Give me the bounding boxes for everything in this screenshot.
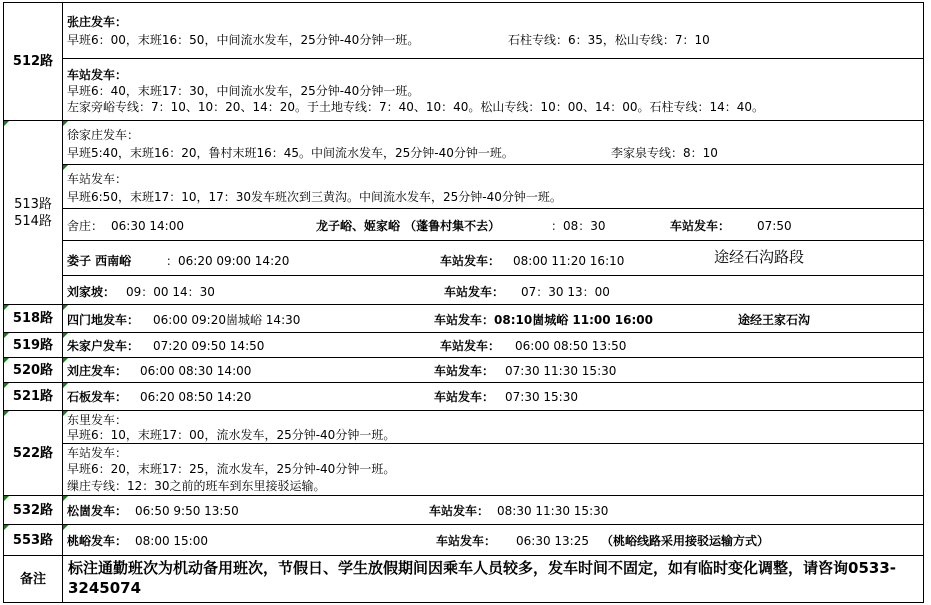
station-label: 车站发车： — [436, 534, 497, 548]
stop-label: 龙子峪、姬家峪 （蓬鲁村集不去） — [316, 219, 501, 233]
schedule-text: 早班6：20，末班17：25，流水发车，25分钟-40分钟一班。 — [67, 462, 396, 476]
station-times: 06:30 13:25 — [516, 534, 589, 548]
block-title: 张庄发车： — [67, 15, 128, 29]
station-times: 08:00 11:20 16:10 — [513, 254, 625, 268]
block-title: 徐家庄发车： — [67, 128, 140, 142]
cell-marker — [63, 496, 68, 501]
route-513-514-label: 513路514路 — [3, 120, 63, 305]
station-label: 车站发车：08:10崮城峪 11:00 16:00 — [434, 313, 653, 327]
remark-cell[interactable] — [62, 555, 924, 603]
route-521-label: 521路 — [3, 382, 63, 411]
stop-label: 石板发车： — [67, 390, 128, 404]
route-512-station-cell[interactable] — [62, 58, 924, 121]
route-553-label: 553路 — [3, 524, 63, 556]
station-times: 07:50 — [757, 219, 792, 233]
route-522-dongli-cell[interactable] — [62, 410, 924, 444]
schedule-text: 早班6：40，末班17：30，中间流水发车，25分钟-40分钟一班。 — [67, 84, 420, 98]
route-note: 途经石沟路段 — [714, 248, 805, 266]
station-times: 06:00 08:50 13:50 — [515, 339, 627, 353]
stop-label: 舍庄： — [67, 219, 104, 233]
block-title: 东里发车： — [67, 413, 128, 427]
route-521-row[interactable] — [62, 382, 924, 411]
station-label: 车站发车： — [670, 219, 731, 233]
block-title: 车站发车： — [67, 172, 128, 186]
special-line-text: 石柱专线：6：35，松山专线：7：10 — [508, 33, 710, 47]
stop-times: ：08：30 — [551, 219, 606, 233]
route-512-zhangzhuang-cell[interactable] — [62, 2, 924, 59]
stop-label: 刘庄发车： — [67, 364, 128, 378]
cell-marker — [63, 165, 68, 170]
schedule-text: 早班6：00，末班16：50，中间流水发车，25分钟-40分钟一班。 — [67, 33, 420, 47]
route-513-xujiazhuang-cell[interactable] — [62, 120, 924, 165]
stop-times: 06:00 08:30 14:00 — [140, 364, 252, 378]
route-512-label: 512路 — [3, 2, 63, 121]
stop-times: 06:00 09:20崮城峪 14:30 — [153, 313, 301, 327]
station-times: 07：30 13：00 — [521, 285, 610, 299]
cell-marker — [4, 358, 9, 363]
special-line-text: 李家泉专线：8：10 — [611, 146, 718, 160]
cell-marker — [4, 383, 9, 388]
cell-marker — [63, 383, 68, 388]
stop-label: 四门地发车： — [67, 313, 140, 327]
special-line-text: 左家旁峪专线：7：10、10：20、14：20。于土地专线：7：40、10：40。松山专线：10：00、14：00。石柱专线：14：40。 — [67, 100, 765, 114]
cell-marker — [63, 358, 68, 363]
route-513-station-cell[interactable] — [62, 164, 924, 209]
route-518-label: 518路 — [3, 304, 63, 333]
remark-text: 标注通勤班次为机动备用班次，节假日、学生放假期间因乘车人员较多，发车时间不固定，如有临时变化调整，请咨询0533-3245074 — [68, 559, 896, 597]
cell-marker — [63, 525, 68, 530]
cell-marker — [63, 333, 68, 338]
cell-marker — [63, 411, 68, 416]
cell-marker — [4, 496, 9, 501]
route-553-row[interactable] — [62, 524, 924, 556]
stop-times: 06:30 14:00 — [111, 219, 184, 233]
route-520-label: 520路 — [3, 357, 63, 383]
route-513-liujiapo-row[interactable] — [62, 275, 924, 305]
station-label: 车站发车： — [440, 339, 501, 353]
station-times: 07:30 15:30 — [505, 390, 578, 404]
stop-label: 娄子 西南峪 — [67, 254, 132, 268]
route-513-louzi-row[interactable] — [62, 240, 924, 276]
route-520-row[interactable] — [62, 357, 924, 383]
stop-times: 06:20 08:50 14:20 — [140, 390, 252, 404]
route-note: 途经王家石沟 — [738, 313, 811, 327]
stop-times: 09：00 14：30 — [126, 285, 215, 299]
route-518-row[interactable] — [62, 304, 924, 333]
block-title: 车站发车： — [67, 68, 128, 82]
station-times: 08:30 11:30 15:30 — [497, 504, 609, 518]
remark-label: 备注 — [3, 555, 63, 603]
station-label: 车站发车： — [429, 504, 490, 518]
cell-marker — [4, 305, 9, 310]
cell-marker — [4, 525, 9, 530]
stop-label: 刘家坡： — [67, 285, 116, 299]
stop-times: 07:20 09:50 14:50 — [153, 339, 265, 353]
station-label: 车站发车： — [434, 364, 495, 378]
route-522-station-cell[interactable] — [62, 443, 924, 496]
special-line-text: 缫庄专线：12：30之前的班车到东里接驳运输。 — [67, 479, 326, 493]
stop-label: 桃峪发车： — [67, 534, 128, 548]
schedule-text: 早班6：10，末班17：00，流水发车，25分钟-40分钟一班。 — [67, 428, 396, 442]
station-times: 07:30 11:30 15:30 — [505, 364, 617, 378]
cell-marker — [4, 333, 9, 338]
route-note: （桃峪线路采用接驳运输方式） — [601, 534, 770, 548]
schedule-text: 早班6:50，末班17：10，17：30发车班次到三黄沟。中间流水发车，25分钟-40分钟一班。 — [67, 190, 562, 204]
cell-marker — [4, 121, 9, 126]
route-519-label: 519路 — [3, 332, 63, 358]
stop-times: 06:50 9:50 13:50 — [135, 504, 239, 518]
schedule-text: 早班5:40，末班16：20，鲁村末班16：45。中间流水发车，25分钟-40分钟一班。 — [67, 146, 514, 160]
station-label: 车站发车： — [440, 254, 501, 268]
route-513-shezhuang-row[interactable] — [62, 208, 924, 241]
cell-marker — [63, 305, 68, 310]
stop-times: 08:00 15:00 — [135, 534, 208, 548]
stop-times: ：06:20 09:00 14:20 — [166, 254, 290, 268]
block-title: 车站发车： — [67, 446, 128, 460]
route-532-row[interactable] — [62, 495, 924, 525]
stop-label: 朱家户发车： — [67, 339, 140, 353]
cell-marker — [63, 121, 68, 126]
route-532-label: 532路 — [3, 495, 63, 525]
route-522-label: 522路 — [3, 410, 63, 496]
station-label: 车站发车： — [434, 390, 495, 404]
route-519-row[interactable] — [62, 332, 924, 358]
station-label: 车站发车： — [444, 285, 505, 299]
stop-label: 松崮发车： — [67, 504, 128, 518]
cell-marker — [4, 411, 9, 416]
